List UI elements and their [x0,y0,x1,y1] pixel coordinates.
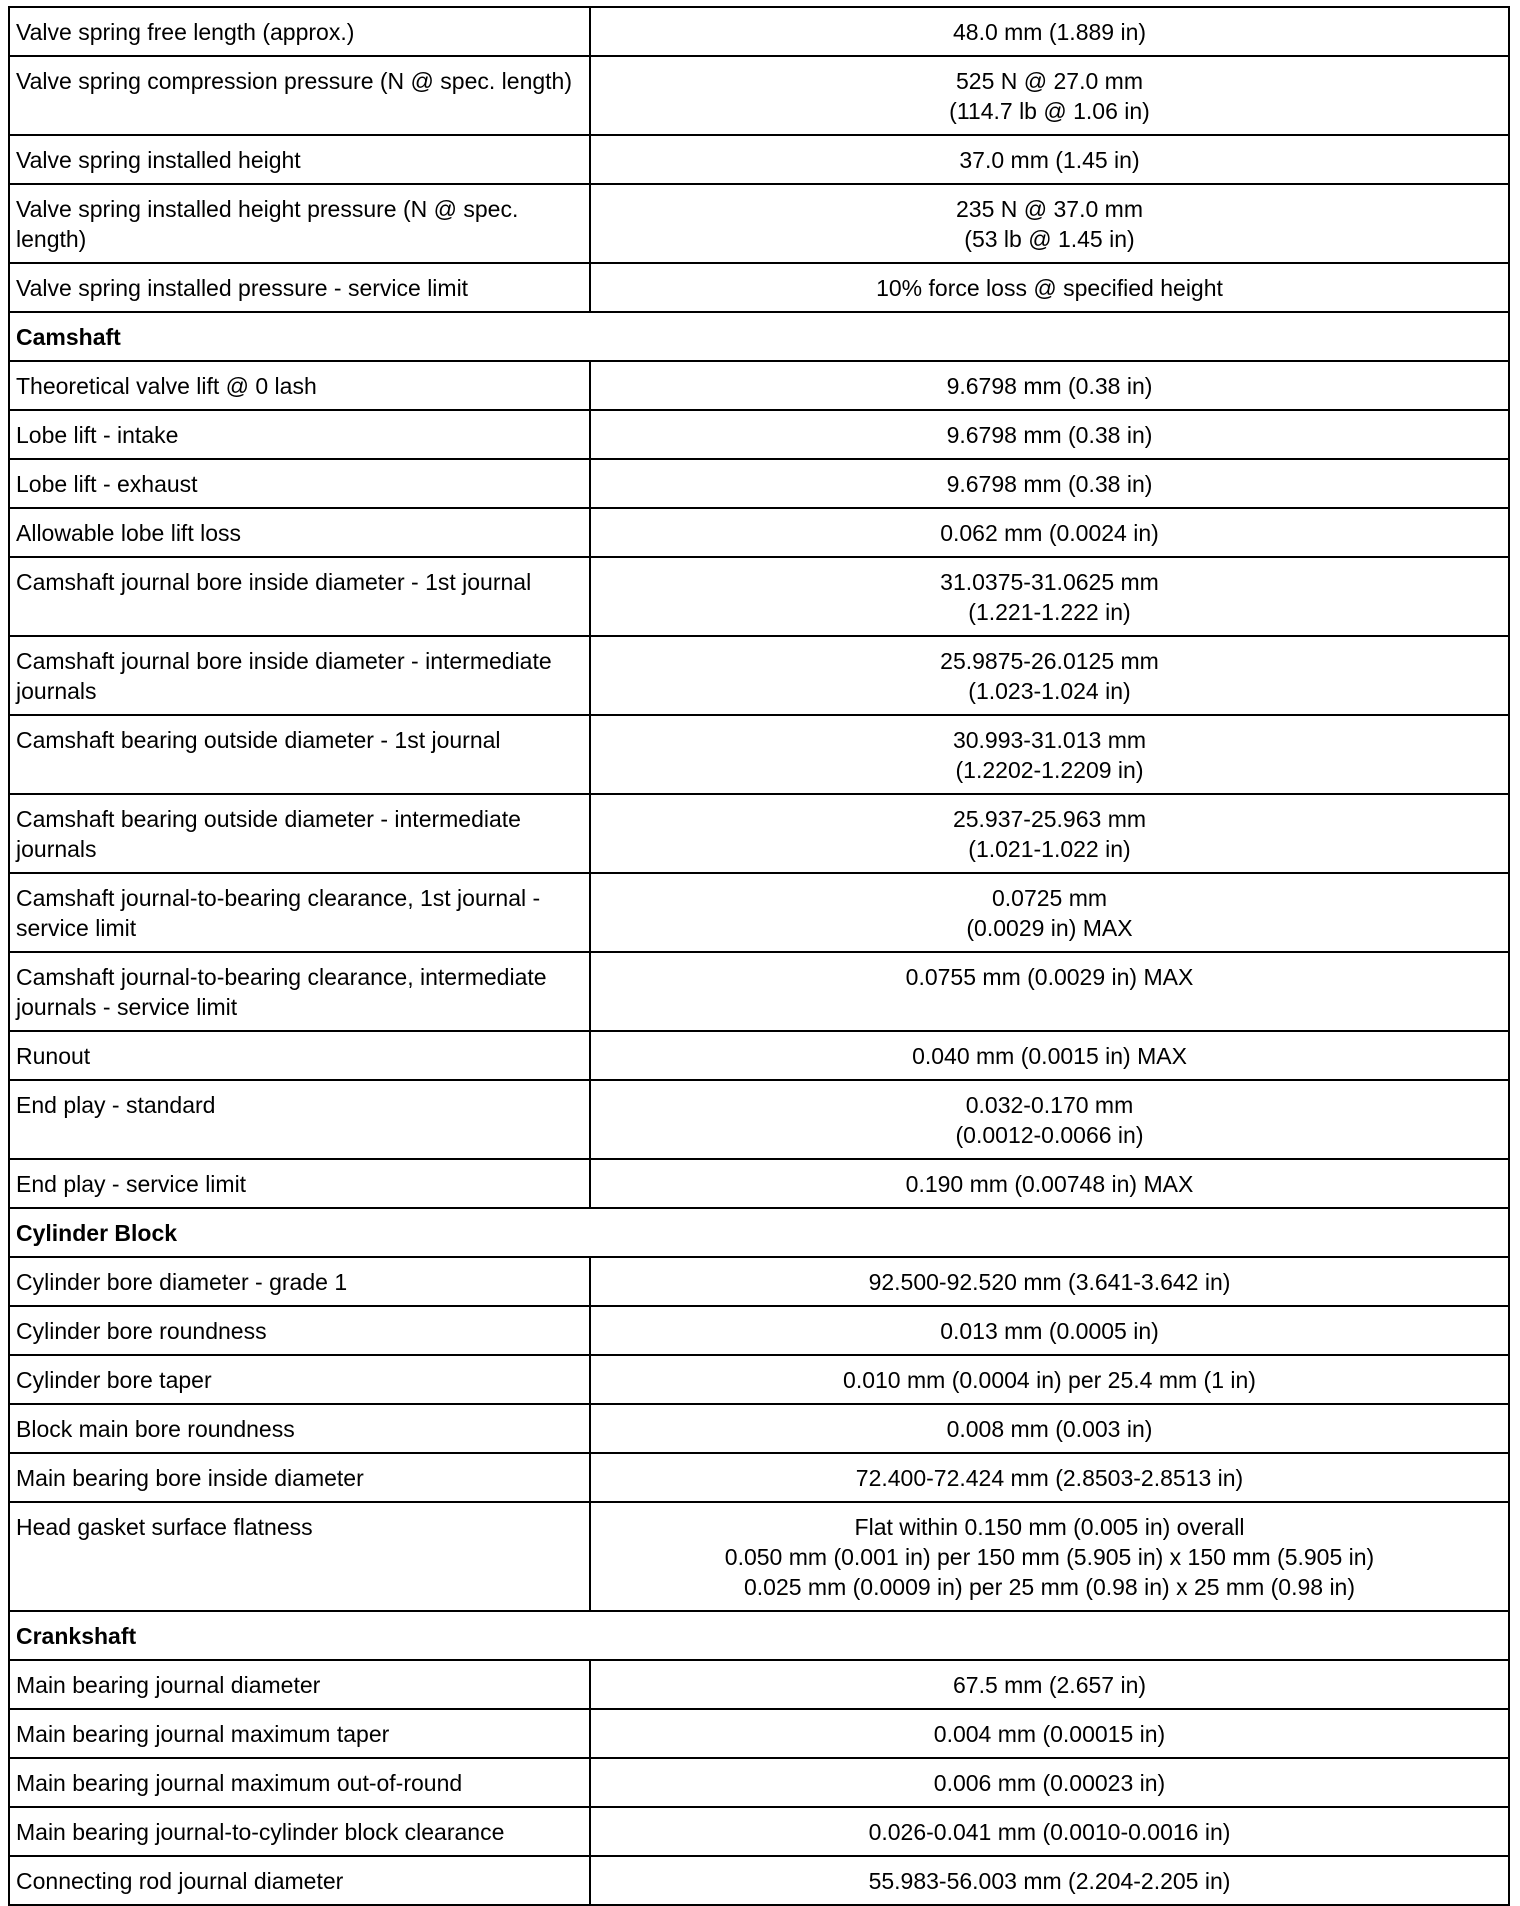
table-row [9,1306,1509,1355]
table-row [9,135,1509,184]
parameter-cell: Camshaft bearing outside diameter - 1st journal [9,715,590,794]
value-cell [590,1306,1509,1355]
parameter-cell: Main bearing journal-to-cylinder block clearance [9,1807,590,1856]
value-cell [590,1159,1509,1208]
parameter-cell: Theoretical valve lift @ 0 lash [9,361,590,410]
parameter-cell: Cylinder bore roundness [9,1306,590,1355]
value-cell [590,1453,1509,1502]
value-cell [590,1660,1509,1709]
value-line: 0.0755 mm (0.0029 in) MAX [905,964,1194,990]
parameter-cell: Lobe lift - exhaust [9,459,590,508]
value-line: 0.050 mm (0.001 in) per 150 mm (5.905 in) x 150 mm (5.905 in) [724,1544,1375,1570]
value-line: (0.0012-0.0066 in) [955,1122,1144,1148]
value-line: 0.190 mm (0.00748 in) MAX [905,1171,1194,1197]
value-line: 48.0 mm (1.889 in) [952,19,1147,45]
parameter-cell: Allowable lobe lift loss [9,508,590,557]
parameter-cell: Valve spring installed height pressure (N @ spec. length) [9,184,590,263]
value-line: 0.025 mm (0.0009 in) per 25 mm (0.98 in) x 25 mm (0.98 in) [743,1574,1356,1600]
table-row [9,1355,1509,1404]
table-row [9,1807,1509,1856]
value-line: 0.013 mm (0.0005 in) [940,1318,1159,1344]
table-row [9,7,1509,56]
table-row [9,263,1509,312]
value-line: (0.0029 in) MAX [966,915,1133,941]
parameter-cell: Head gasket surface flatness [9,1502,590,1611]
table-row [9,1080,1509,1159]
value-cell [590,1257,1509,1306]
value-cell [590,7,1509,56]
parameter-cell: Main bearing journal diameter [9,1660,590,1709]
spec-table [8,6,1510,1906]
table-row [9,1159,1509,1208]
value-cell [590,1709,1509,1758]
value-line: 25.937-25.963 mm [952,806,1147,832]
value-line: (1.021-1.022 in) [968,836,1131,862]
parameter-cell: Camshaft journal-to-bearing clearance, intermediate journals - service limit [9,952,590,1031]
table-row [9,1660,1509,1709]
table-row [9,459,1509,508]
value-cell [590,1856,1509,1905]
parameter-cell: Camshaft bearing outside diameter - intermediate journals [9,794,590,873]
value-cell [590,410,1509,459]
value-cell [590,1758,1509,1807]
table-row [9,508,1509,557]
value-cell [590,794,1509,873]
parameter-cell: Runout [9,1031,590,1080]
table-row [9,794,1509,873]
value-line: Flat within 0.150 mm (0.005 in) overall [854,1514,1245,1540]
table-row [9,410,1509,459]
parameter-cell: Connecting rod journal diameter [9,1856,590,1905]
parameter-cell: Valve spring installed pressure - service limit [9,263,590,312]
table-row [9,361,1509,410]
value-line: 67.5 mm (2.657 in) [952,1672,1147,1698]
value-cell [590,1031,1509,1080]
value-cell [590,1807,1509,1856]
value-line: 92.500-92.520 mm (3.641-3.642 in) [868,1269,1231,1295]
table-row [9,1453,1509,1502]
spec-table-body [9,7,1509,1905]
value-cell [590,361,1509,410]
table-row [9,56,1509,135]
value-line: 55.983-56.003 mm (2.204-2.205 in) [868,1868,1231,1894]
table-row [9,1709,1509,1758]
parameter-cell: Lobe lift - intake [9,410,590,459]
value-cell [590,636,1509,715]
value-line: (114.7 lb @ 1.06 in) [949,98,1150,124]
parameter-cell: Valve spring free length (approx.) [9,7,590,56]
value-line: 37.0 mm (1.45 in) [959,147,1140,173]
value-line: (1.221-1.222 in) [968,599,1131,625]
value-line: 0.032-0.170 mm [965,1092,1134,1118]
value-line: 30.993-31.013 mm [952,727,1147,753]
parameter-cell: Main bearing bore inside diameter [9,1453,590,1502]
table-row [9,1502,1509,1611]
value-line: 31.0375-31.0625 mm [940,569,1159,595]
value-line: 525 N @ 27.0 mm [956,68,1143,94]
parameter-cell: Valve spring installed height [9,135,590,184]
section-title: Crankshaft [9,1611,1509,1660]
value-line: (1.2202-1.2209 in) [955,757,1144,783]
table-row [9,952,1509,1031]
parameter-cell: Cylinder bore diameter - grade 1 [9,1257,590,1306]
value-cell [590,1355,1509,1404]
parameter-cell: Block main bore roundness [9,1404,590,1453]
parameter-cell: Main bearing journal maximum taper [9,1709,590,1758]
value-line: 9.6798 mm (0.38 in) [946,373,1153,399]
table-row [9,1031,1509,1080]
parameter-cell: Camshaft journal bore inside diameter - intermediate journals [9,636,590,715]
value-line: 0.026-0.041 mm (0.0010-0.0016 in) [868,1819,1231,1845]
value-line: 0.004 mm (0.00015 in) [933,1721,1166,1747]
value-line: 10% force loss @ specified height [876,275,1223,301]
table-row [9,1404,1509,1453]
parameter-cell: Cylinder bore taper [9,1355,590,1404]
value-cell [590,459,1509,508]
value-line: 0.040 mm (0.0015 in) MAX [912,1043,1187,1069]
parameter-cell: Valve spring compression pressure (N @ spec. length) [9,56,590,135]
value-cell [590,1404,1509,1453]
value-line: (1.023-1.024 in) [968,678,1131,704]
table-row [9,1856,1509,1905]
table-row [9,873,1509,952]
section-title: Camshaft [9,312,1509,361]
parameter-cell: Main bearing journal maximum out-of-round [9,1758,590,1807]
value-cell [590,56,1509,135]
value-line: (53 lb @ 1.45 in) [964,226,1135,252]
value-line: 0.0725 mm [991,885,1108,911]
value-cell [590,715,1509,794]
value-cell [590,1502,1509,1611]
section-title: Cylinder Block [9,1208,1509,1257]
value-line: 9.6798 mm (0.38 in) [946,471,1153,497]
value-line: 0.008 mm (0.003 in) [946,1416,1153,1442]
value-cell [590,135,1509,184]
table-row [9,557,1509,636]
value-cell [590,263,1509,312]
value-line: 0.062 mm (0.0024 in) [940,520,1159,546]
value-line: 25.9875-26.0125 mm [940,648,1159,674]
table-row [9,1257,1509,1306]
value-cell [590,557,1509,636]
table-row [9,715,1509,794]
value-line: 72.400-72.424 mm (2.8503-2.8513 in) [855,1465,1244,1491]
value-cell [590,952,1509,1031]
table-row [9,1758,1509,1807]
value-cell [590,508,1509,557]
table-row [9,184,1509,263]
value-line: 0.006 mm (0.00023 in) [933,1770,1166,1796]
value-cell [590,184,1509,263]
value-line: 9.6798 mm (0.38 in) [946,422,1153,448]
value-cell [590,873,1509,952]
parameter-cell: Camshaft journal-to-bearing clearance, 1st journal - service limit [9,873,590,952]
parameter-cell: Camshaft journal bore inside diameter - 1st journal [9,557,590,636]
parameter-cell: End play - standard [9,1080,590,1159]
section-header-row [9,312,1509,361]
section-header-row [9,1208,1509,1257]
parameter-cell: End play - service limit [9,1159,590,1208]
table-row [9,636,1509,715]
section-header-row [9,1611,1509,1660]
value-line: 235 N @ 37.0 mm [956,196,1143,222]
value-cell [590,1080,1509,1159]
value-line: 0.010 mm (0.0004 in) per 25.4 mm (1 in) [843,1367,1256,1393]
